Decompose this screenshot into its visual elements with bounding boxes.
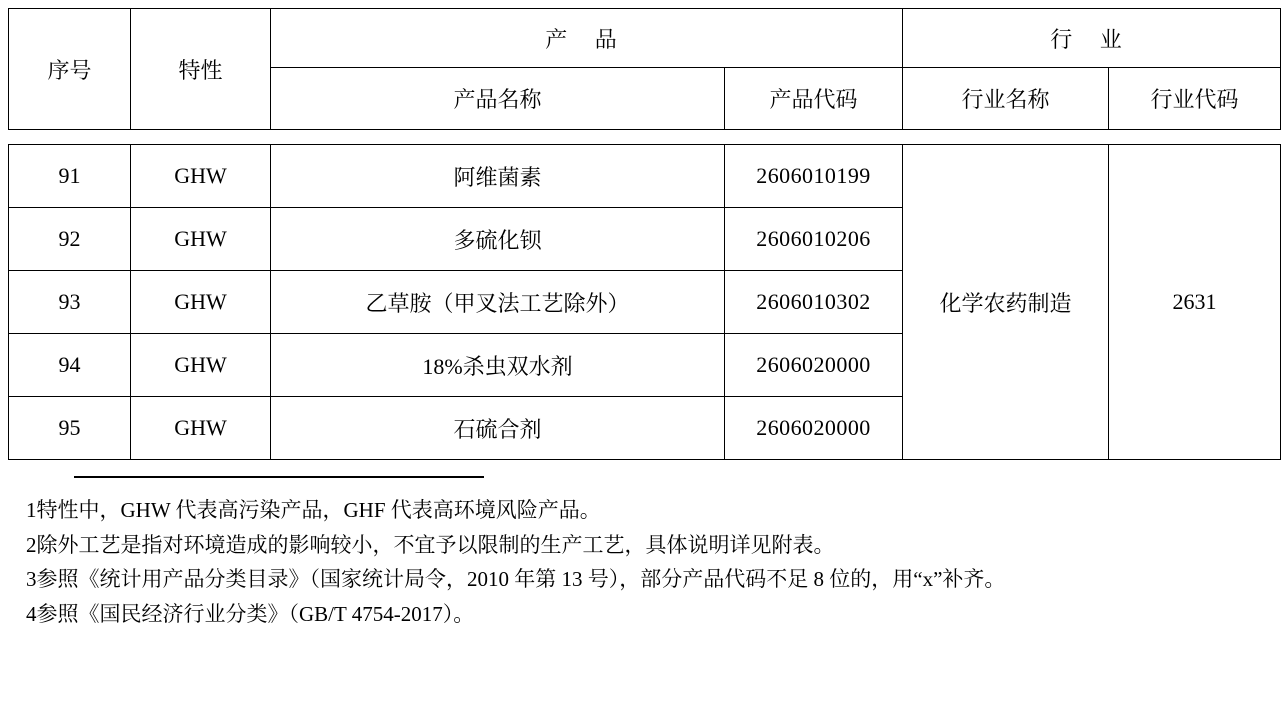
cell-property: GHW (131, 397, 271, 460)
header-cell-industry-name: 行业名称 (903, 68, 1109, 130)
footnote-item: 1特性中，GHW 代表高污染产品，GHF 代表高环境风险产品。 (26, 498, 601, 522)
footnote-rule (74, 476, 484, 478)
cell-product-code: 2606010206 (725, 208, 903, 271)
table-section-gap (8, 130, 1280, 144)
header-cell-industry-group: 行 业 (903, 9, 1281, 68)
header-cell-product-code: 产品代码 (725, 68, 903, 130)
cell-industry-code: 2631 (1109, 145, 1281, 460)
footnote-item: 2除外工艺是指对环境造成的影响较小，不宜予以限制的生产工艺，具体说明详见附表。 (26, 532, 835, 557)
cell-product-name: 18%杀虫双水剂 (271, 334, 725, 397)
cell-seq: 91 (9, 145, 131, 208)
cell-product-name: 多硫化钡 (271, 208, 725, 271)
cell-product-code: 2606010302 (725, 271, 903, 334)
cell-product-code: 2606020000 (725, 334, 903, 397)
cell-property: GHW (131, 271, 271, 334)
cell-seq: 95 (9, 397, 131, 460)
table-header (8, 8, 1281, 130)
footnote-item: 3参照《统计用产品分类目录》（国家统计局令，2010 年第 13 号），部分产品代码不足 8 位的，用“x”补齐。 (26, 567, 1006, 592)
table-header-row-top (9, 9, 1281, 68)
cell-seq: 93 (9, 271, 131, 334)
footnotes-section (8, 460, 1280, 632)
header-cell-product-name: 产品名称 (271, 68, 725, 130)
table-row (9, 145, 1281, 208)
cell-industry-name: 化学农药制造 (903, 145, 1109, 460)
cell-product-name: 石硫合剂 (271, 397, 725, 460)
footnote-item: 4参照《国民经济行业分类》（GB/T 4754-2017）。 (26, 601, 475, 626)
cell-product-name: 阿维菌素 (271, 145, 725, 208)
header-cell-property: 特性 (131, 9, 271, 130)
header-cell-product-group: 产 品 (271, 9, 903, 68)
cell-property: GHW (131, 145, 271, 208)
cell-property: GHW (131, 334, 271, 397)
cell-product-code: 2606020000 (725, 397, 903, 460)
cell-seq: 94 (9, 334, 131, 397)
cell-product-code: 2606010199 (725, 145, 903, 208)
header-cell-industry-code: 行业代码 (1109, 68, 1281, 130)
cell-product-name: 乙草胺（甲叉法工艺除外） (271, 271, 725, 334)
cell-property: GHW (131, 208, 271, 271)
cell-seq: 92 (9, 208, 131, 271)
header-cell-seq: 序号 (9, 9, 131, 130)
table-body (8, 144, 1281, 460)
